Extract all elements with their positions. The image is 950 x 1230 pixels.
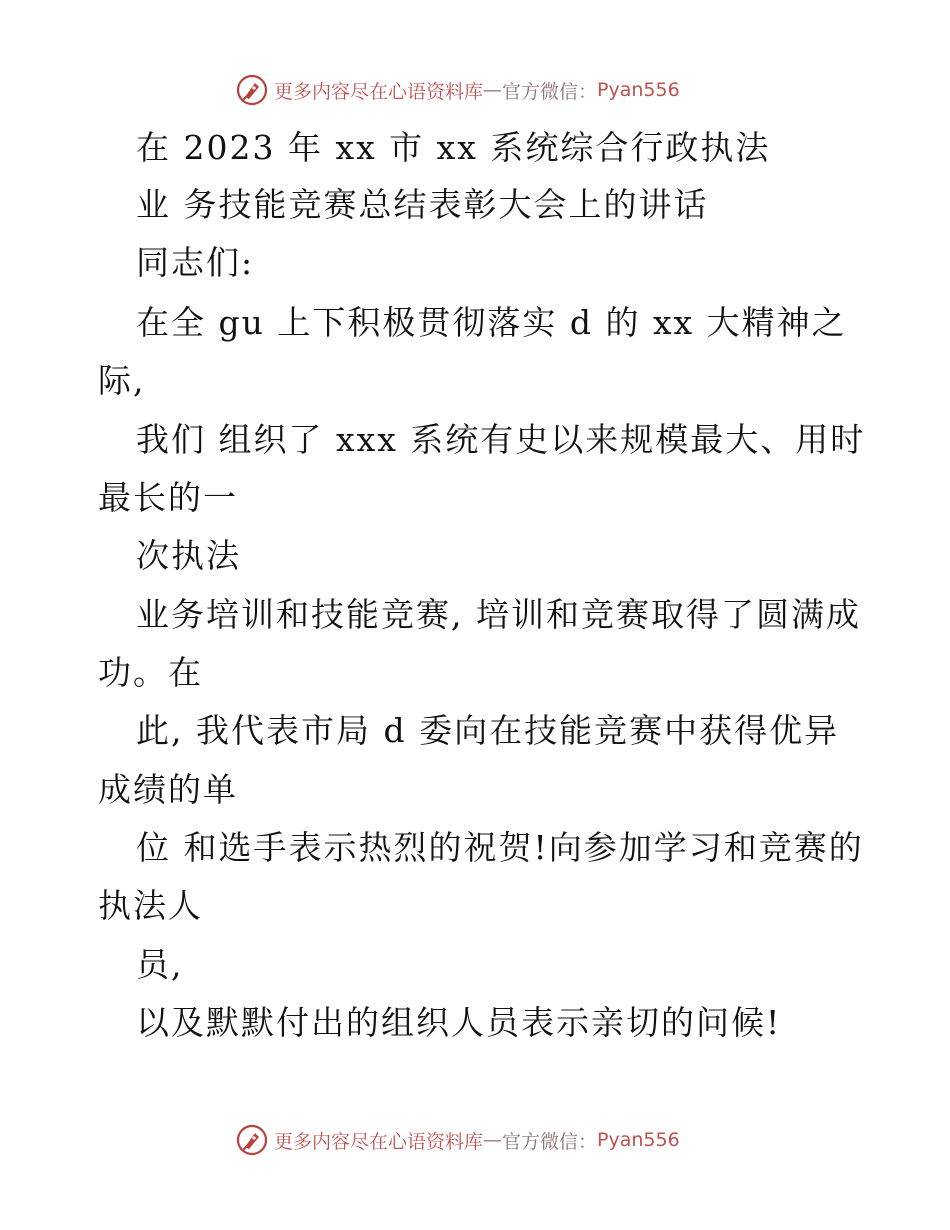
paragraph-line: 最长的一	[98, 478, 238, 517]
paragraph-line: 在全 gu 上下积极贯彻落实 d 的 xx 大精神之	[136, 303, 847, 342]
watermark-label: 官方微信：	[502, 1130, 598, 1153]
paragraph-line: 位 和选手表示热烈的祝贺!向参加学习和竞赛的	[136, 828, 864, 867]
paragraph-line: 员,	[136, 945, 184, 984]
watermark-separator: —	[483, 79, 503, 101]
watermark-brand-text: 更多内容尽在心语资料库	[274, 1130, 484, 1153]
watermark-separator: —	[483, 1129, 503, 1151]
salutation: 同志们:	[136, 243, 255, 282]
paragraph-line: 此, 我代表市局 d 委向在技能竞赛中获得优异	[136, 711, 840, 750]
paragraph-line: 际,	[98, 361, 146, 400]
title-line-2: 业 务技能竞赛总结表彰大会上的讲话	[136, 185, 709, 224]
paragraph-line: 执法人	[98, 886, 203, 925]
paragraph-line: 功。在	[98, 653, 203, 692]
watermark-wechat-id: Pyan556	[597, 79, 680, 101]
paragraph-line: 我们 组织了 xxx 系统有史以来规模最大、用时	[136, 420, 866, 459]
title-line-1: 在 2023 年 xx 市 xx 系统综合行政执法	[136, 128, 771, 167]
paragraph-line: 以及默默付出的组织人员表示亲切的问候!	[136, 1003, 782, 1042]
paragraph-line: 次执法	[136, 536, 241, 575]
paragraph-line: 成绩的单	[98, 770, 238, 809]
watermark-wechat-id: Pyan556	[597, 1129, 680, 1151]
paragraph-line: 业务培训和技能竞赛, 培训和竞赛取得了圆满成	[136, 595, 861, 634]
watermark-label: 官方微信：	[502, 80, 598, 103]
watermark-brand-text: 更多内容尽在心语资料库	[274, 80, 484, 103]
footer-watermark	[236, 1123, 680, 1157]
pen-nib-logo-icon	[236, 1124, 268, 1156]
